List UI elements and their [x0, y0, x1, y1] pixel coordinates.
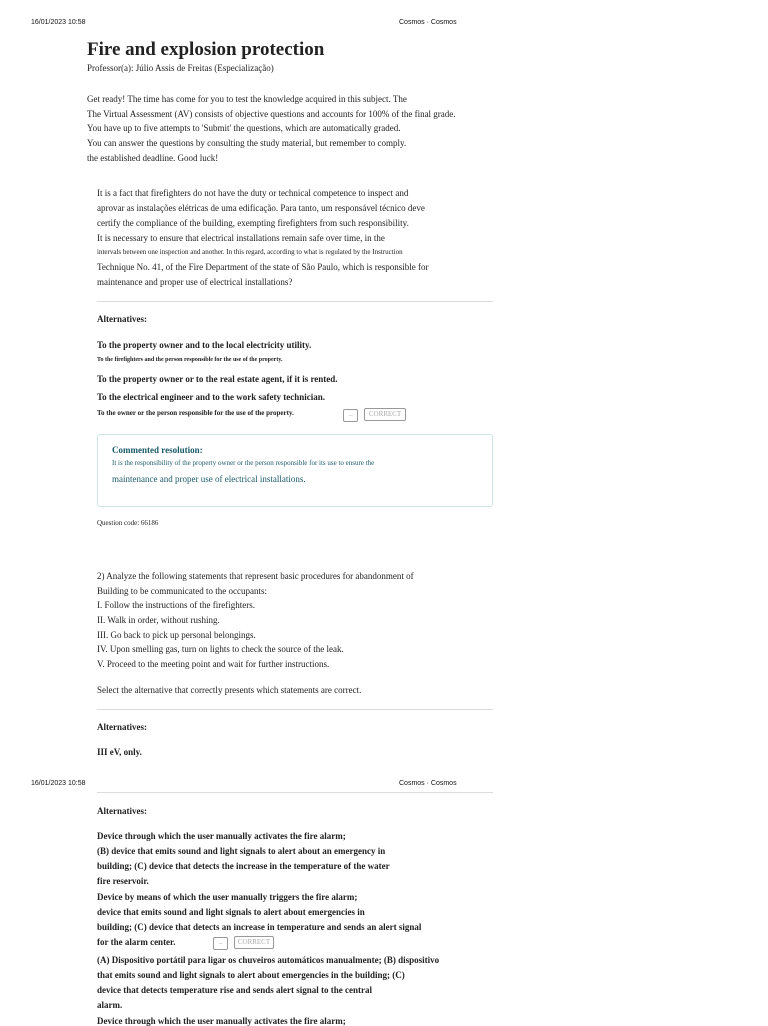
alternative-option[interactable]: To the property owner or to the real estate agent, if it is rented. — [97, 374, 338, 384]
statement-line: IV. Upon smelling gas, turn on lights to check the source of the leak. — [97, 644, 344, 654]
correct-badge: CORRECT — [364, 408, 406, 421]
intro-line: You can answer the questions by consulting the study material, but remember to comply. — [87, 138, 407, 148]
divider — [97, 792, 493, 793]
resolution-line: It is the responsibility of the property owner or the person responsible for its use to ensure the — [112, 459, 375, 467]
intro-line: You have up to five attempts to 'Submit' the questions, which are automatically graded. — [87, 123, 401, 133]
question-text-line: It is necessary to ensure that electrical installations remain safe over time, in the — [97, 233, 385, 243]
site-title: Cosmos · Cosmos — [399, 19, 457, 26]
question-prompt: Select the alternative that correctly presents which statements are correct. — [97, 685, 362, 695]
question-text-line: Building to be communicated to the occupants: — [97, 586, 267, 596]
site-title: Cosmos · Cosmos — [399, 780, 457, 787]
alternative-option[interactable]: To the firefighters and the person responsible for the use of the property. — [97, 357, 283, 363]
statement-line: III. Go back to pick up personal belongings. — [97, 630, 256, 640]
statement-line: I. Follow the instructions of the firefighters. — [97, 600, 255, 610]
alternative-line[interactable]: fire reservoir. — [97, 876, 149, 886]
question-text-line: aprovar as instalações elétricas de uma edificação. Para tanto, um responsável técnico deve — [97, 203, 425, 213]
alternative-line[interactable]: Device by means of which the user manually triggers the fire alarm; — [97, 892, 358, 902]
alternative-option-selected[interactable]: To the owner or the person responsible for the use of the property. — [97, 409, 294, 417]
alternative-line[interactable]: building; (C) device that detects the increase in the temperature of the water — [97, 861, 390, 871]
print-timestamp: 16/01/2023 10:58 — [31, 19, 86, 26]
question-text-line: certify the compliance of the building, exempting firefighters from such responsibility. — [97, 218, 409, 228]
selected-checkbox[interactable]: – — [213, 937, 228, 950]
statement-line: II. Walk in order, without rushing. — [97, 615, 220, 625]
professor-line: Professor(a): Júlio Assis de Freitas (Especialização) — [87, 63, 274, 73]
alternative-line[interactable]: (B) device that emits sound and light signals to alert about an emergency in — [97, 846, 386, 856]
alternatives-label: Alternatives: — [97, 722, 147, 732]
intro-line: The Virtual Assessment (AV) consists of objective questions and accounts for 100% of the final grade. — [87, 109, 456, 119]
question-code: Question code: 66186 — [97, 519, 159, 527]
intro-line: the established deadline. Good luck! — [87, 153, 219, 163]
selected-checkbox[interactable]: – — [343, 409, 358, 422]
alternatives-label: Alternatives: — [97, 806, 147, 816]
question-text-line: intervals between one inspection and another. In this regard, according to what is regulated by the Instruction — [97, 248, 403, 256]
divider — [97, 301, 493, 302]
alternative-line[interactable]: (A) Dispositivo portátil para ligar os chuveiros automáticos manualmente; (B) dispositivo — [97, 955, 440, 965]
alternative-line[interactable]: device that emits sound and light signals to alert about emergencies in — [97, 907, 365, 917]
correct-badge: CORRECT — [234, 936, 274, 949]
resolution-line: maintenance and proper use of electrical installations. — [112, 474, 306, 484]
statement-line: V. Proceed to the meeting point and wait for further instructions. — [97, 659, 330, 669]
question-text-line: maintenance and proper use of electrical installations? — [97, 277, 293, 287]
alternative-line[interactable]: building; (C) device that detects an increase in temperature and sends an alert signal — [97, 922, 422, 932]
alternative-option[interactable]: III eV, only. — [97, 747, 142, 757]
course-title: Fire and explosion protection — [87, 39, 325, 60]
question-text-line: Technique No. 41, of the Fire Department of the state of São Paulo, which is responsible for — [97, 262, 429, 272]
intro-line: Get ready! The time has come for you to test the knowledge acquired in this subject. The — [87, 94, 407, 104]
alternatives-label: Alternatives: — [97, 314, 147, 324]
divider — [97, 709, 493, 710]
question-text-line: 2) Analyze the following statements that represent basic procedures for abandonment of — [97, 571, 414, 581]
alternative-line[interactable]: for the alarm center. — [97, 937, 176, 947]
alternative-option[interactable]: To the electrical engineer and to the work safety technician. — [97, 392, 325, 402]
alternative-line[interactable]: that emits sound and light signals to alert about emergencies in the building; (C) — [97, 970, 405, 980]
resolution-title: Commented resolution: — [112, 445, 203, 455]
alternative-line[interactable]: Device through which the user manually activates the fire alarm; — [97, 831, 346, 841]
print-timestamp: 16/01/2023 10:58 — [31, 780, 86, 787]
alternative-option[interactable]: To the property owner and to the local electricity utility. — [97, 340, 312, 350]
alternative-line[interactable]: alarm. — [97, 1000, 123, 1010]
alternative-line[interactable]: device that detects temperature rise and sends alert signal to the central — [97, 985, 373, 995]
question-text-line: It is a fact that firefighters do not have the duty or technical competence to inspect and — [97, 188, 409, 198]
alternative-line[interactable]: Device through which the user manually activates the fire alarm; — [97, 1016, 346, 1026]
